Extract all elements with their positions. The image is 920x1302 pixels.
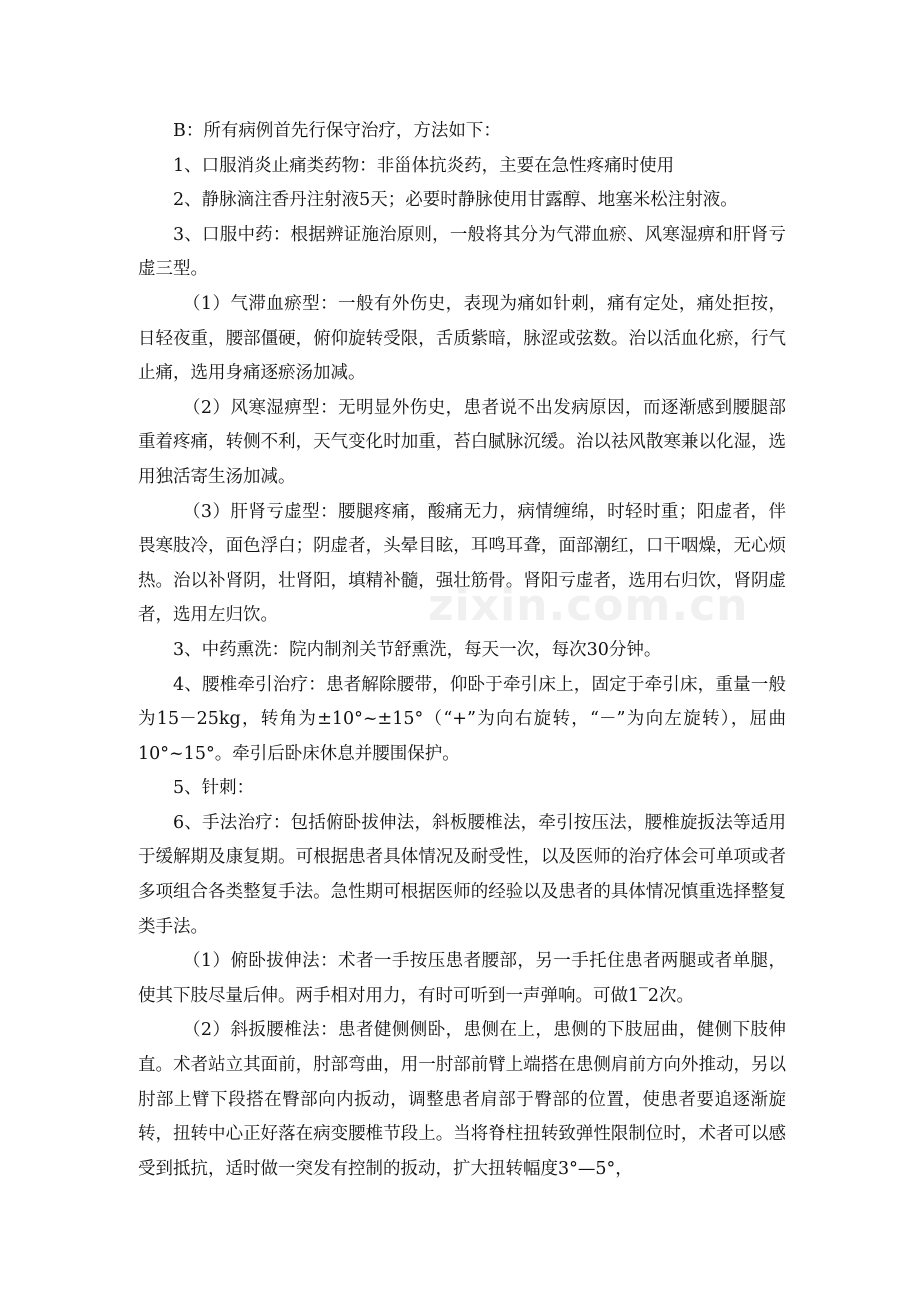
watermark: zixin.com.cn xyxy=(428,580,749,631)
paragraph: （1）气滞血瘀型：一般有外伤史，表现为痛如针刺，痛有定处，痛处拒按，日轻夜重，腰部僵硬，俯仰旋转受限，舌质紫暗，脉涩或弦数。治以活血化瘀，行气止痛，选用身痛逐瘀汤加减。 xyxy=(138,293,786,384)
paragraph: （2）风寒湿痹型：无明显外伤史，患者说不出发病原因，而逐渐感到腰腿部重着疼痛，转侧不利，天气变化时加重，苔白腻脉沉缓。治以祛风散寒兼以化湿，选用独活寄生汤加减。 xyxy=(138,397,786,487)
paragraph: 3、口服中药：根据辨证施治原则，一般将其分为气滞血瘀、风寒湿痹和肝肾亏虚三型。 xyxy=(138,224,786,280)
paragraph: 2、静脉滴注香丹注射液5天；必要时静脉使用甘露醇、地塞米松注射液。 xyxy=(173,190,738,211)
paragraph: 6、手法治疗：包括俯卧拔伸法，斜板腰椎法，牵引按压法，腰椎旋扳法等适用于缓解期及康复期。可根据患者具体情况及耐受性，以及医师的治疗体会可单项或者多项组合各类整复手法。急性期可根据医师的经验以及患者的具体情况慎重选择整复类手法。 xyxy=(138,812,786,937)
paragraph: B：所有病例首先行保守治疗，方法如下： xyxy=(173,121,501,141)
document-body xyxy=(138,114,786,1186)
paragraph: （1）俯卧拔伸法：术者一手按压患者腰部，另一手托住患者两腿或者单腿，使其下肢尽量后伸。两手相对用力，有时可听到一声弹响。可做1‾2次。 xyxy=(138,951,786,1006)
paragraph: 5、针刺： xyxy=(173,778,255,799)
paragraph: 1、口服消炎止痛类药物：非甾体抗炎药，主要在急性疼痛时使用 xyxy=(173,155,675,176)
paragraph: （2）斜扳腰椎法：患者健侧侧卧，患侧在上，患侧的下肢屈曲，健侧下肢伸直。术者站立其面前，肘部弯曲，用一肘部前臂上端搭在患侧肩前方向外推动，另以肘部上臂下段搭在臀部向内扳动，调整患者肩部于臀部的位置，使患者要追逐渐旋转，扭转中心正好落在病变腰椎节段上。当将脊柱扭转致弹性限制位时，术者可以感受到抵抗，适时做一突发有控制的扳动，扩大扭转幅度3°—5°， xyxy=(138,1020,786,1179)
paragraph: （3）肝肾亏虚型：腰腿疼痛，酸痛无力，病情缠绵，时轻时重；阳虚者，伴畏寒肢冷，面色浮白；阴虚者，头晕目眩，耳鸣耳聋，面部潮红，口干咽燥，无心烦热。治以补肾阴，壮肾阳，填精补髓，强壮筋骨。肾阳亏虚者，选用右归饮，肾阴虚者，选用左归饮。 xyxy=(138,501,786,626)
paragraph: 4、腰椎牵引治疗：患者解除腰带，仰卧于牵引床上，固定于牵引床，重量一般为15－25kg，转角为±10°~±15°（“+”为向右旋转，“－”为向左旋转），屈曲10°~15°。牵引后卧床休息并腰围保护。 xyxy=(138,674,786,764)
paragraph: 3、中药熏洗：院内制剂关节舒熏洗，每天一次，每次30分钟。 xyxy=(173,639,662,660)
